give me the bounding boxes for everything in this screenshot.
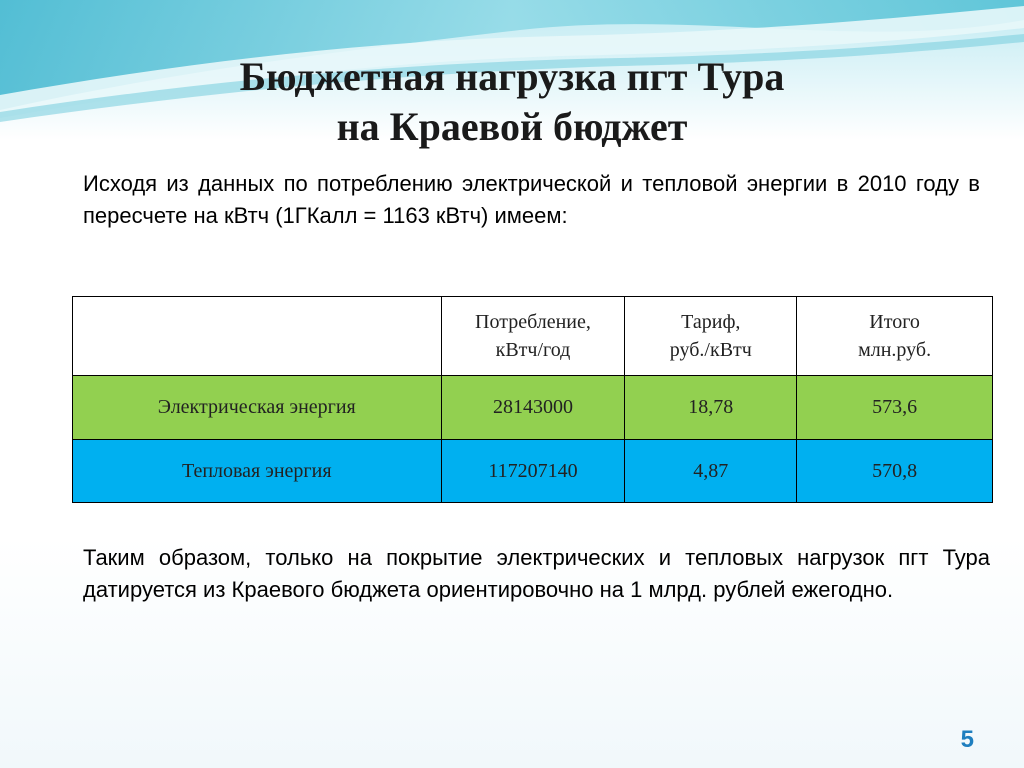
- heat-total: 570,8: [797, 440, 993, 503]
- title-line-2: на Краевой бюджет: [336, 104, 688, 149]
- slide-title: [0, 52, 1024, 152]
- table-header-row: [73, 297, 993, 376]
- electric-total: 573,6: [797, 376, 993, 440]
- table-row-heat: [73, 440, 993, 503]
- header-total: [797, 297, 993, 376]
- page-number: 5: [960, 726, 974, 753]
- electric-tariff: 18,78: [625, 376, 797, 440]
- header-tariff-line2: руб./кВтч: [669, 339, 752, 361]
- header-total-line1: Итого: [869, 311, 920, 333]
- header-consumption-line2: кВтч/год: [495, 339, 571, 361]
- header-tariff-line1: Тариф,: [681, 311, 741, 333]
- table-row-electric: [73, 376, 993, 440]
- energy-budget-table: [72, 296, 993, 503]
- header-consumption: [441, 297, 625, 376]
- electric-consumption: 28143000: [441, 376, 625, 440]
- title-line-1: Бюджетная нагрузка пгт Тура: [239, 54, 785, 99]
- intro-paragraph: Исходя из данных по потреблению электрической и тепловой энергии в 2010 году в пересчете на кВтч (1ГКалл = 1163 кВтч) имеем:: [83, 171, 980, 228]
- header-total-line2: млн.руб.: [858, 339, 932, 361]
- header-consumption-line1: Потребление,: [475, 311, 591, 333]
- header-tariff: [625, 297, 797, 376]
- conclusion-paragraph: Таким образом, только на покрытие электрических и тепловых нагрузок пгт Тура датируется из Краевого бюджета ориентировочно на 1 млрд. рублей ежегодно.: [83, 545, 990, 602]
- header-empty-cell: [73, 297, 442, 376]
- heat-consumption: 117207140: [441, 440, 625, 503]
- electric-label: Электрическая энергия: [73, 376, 442, 440]
- heat-tariff: 4,87: [625, 440, 797, 503]
- heat-label: Тепловая энергия: [73, 440, 442, 503]
